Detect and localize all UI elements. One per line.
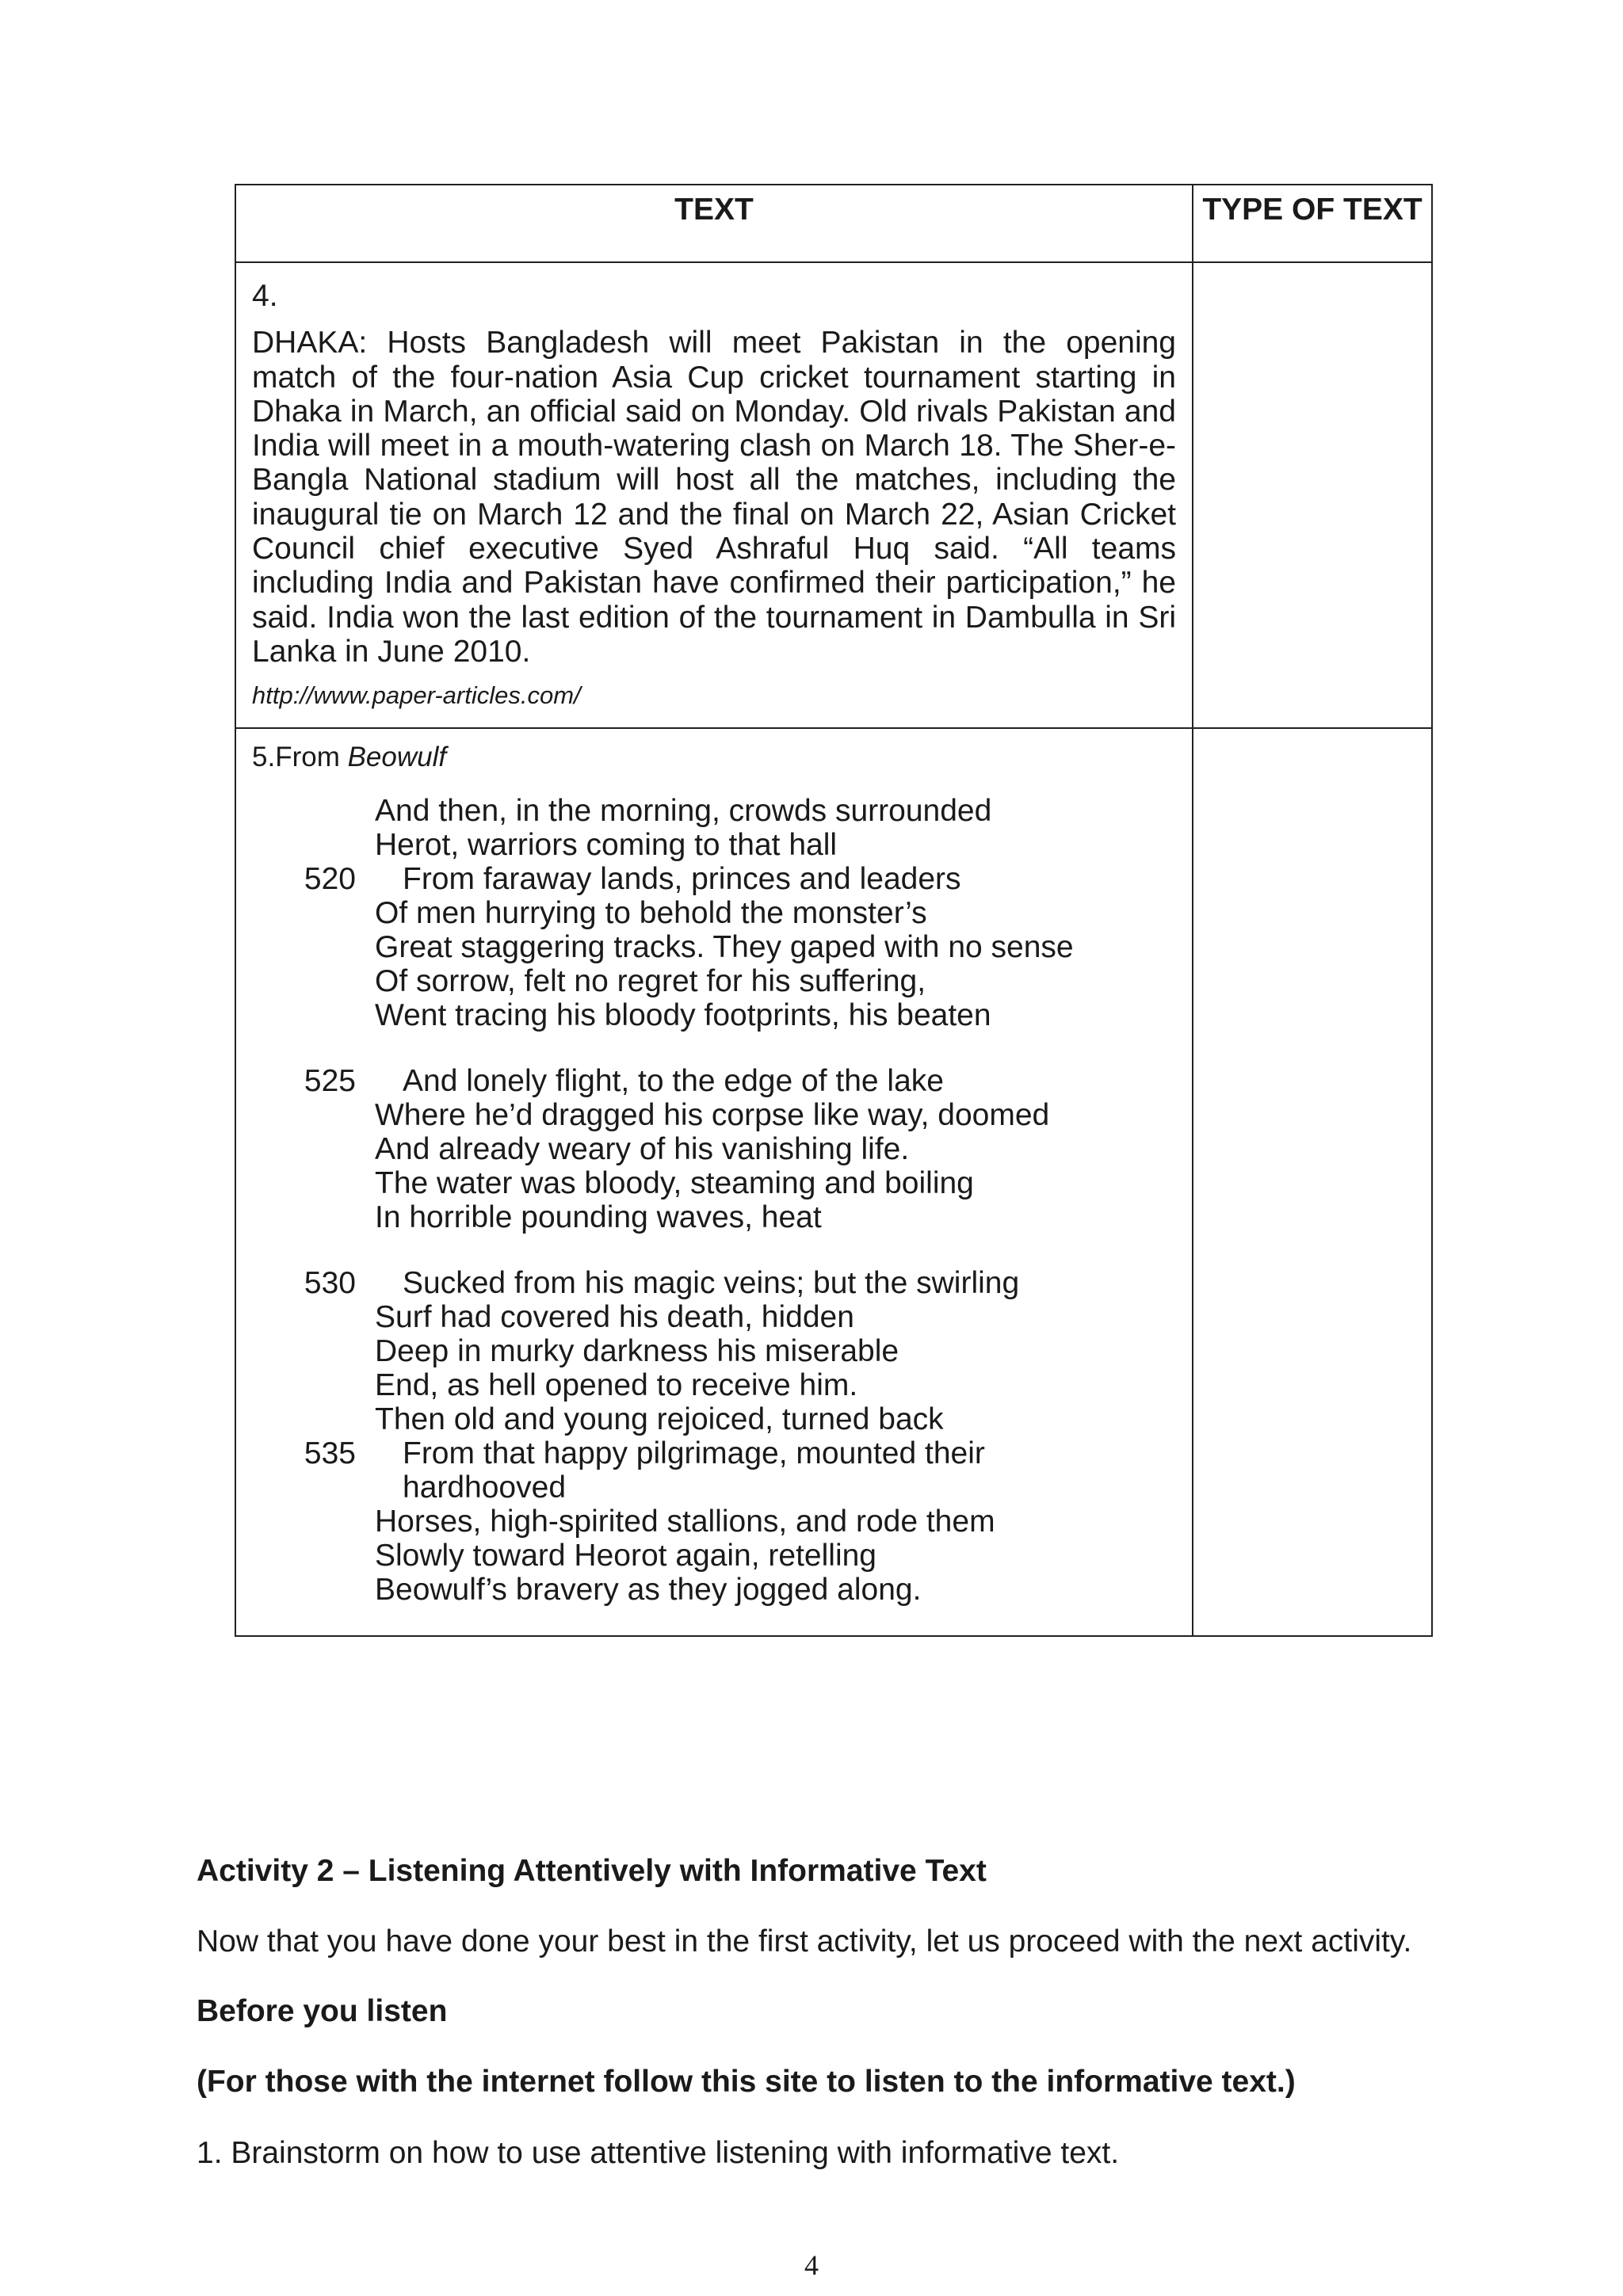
poem-line bbox=[252, 896, 1176, 930]
poem-line bbox=[252, 1300, 1176, 1334]
poem-line bbox=[252, 1368, 1176, 1402]
line-text: From that happy pilgrimage, mounted their bbox=[403, 1436, 985, 1470]
poem-line bbox=[252, 1470, 1176, 1505]
beowulf-excerpt bbox=[252, 794, 1176, 1638]
line-text: And then, in the morning, crowds surrounded bbox=[375, 794, 992, 828]
line-number bbox=[252, 964, 375, 998]
poem-line bbox=[252, 1098, 1176, 1132]
poem-line bbox=[252, 964, 1176, 998]
brainstorm-item: 1. Brainstorm on how to use attentive listening with informative text. bbox=[197, 2136, 1120, 2170]
poem-line bbox=[252, 930, 1176, 964]
header-row-divider bbox=[236, 261, 1431, 263]
poem-stanza bbox=[252, 794, 1176, 1032]
line-text: Of sorrow, felt no regret for his suffering, bbox=[375, 964, 926, 998]
line-text: Went tracing his bloody footprints, his beaten bbox=[375, 998, 991, 1032]
line-text: Slowly toward Heorot again, retelling bbox=[375, 1539, 876, 1573]
line-text: Horses, high-spirited stallions, and rode them bbox=[375, 1505, 995, 1539]
poem-line bbox=[252, 1266, 1176, 1300]
internet-note: (For those with the internet follow this site to listen to the informative text.) bbox=[197, 2065, 1296, 2099]
poem-line bbox=[252, 1334, 1176, 1368]
poem-line bbox=[252, 1064, 1176, 1098]
line-number bbox=[252, 794, 375, 828]
line-number: 535 bbox=[304, 1436, 356, 1470]
line-text: Surf had covered his death, hidden bbox=[375, 1300, 854, 1334]
news-article-paragraph: DHAKA: Hosts Bangladesh will meet Pakistan in the opening match of the four-nation Asia Cup cricket tournament starting in Dhaka in March, an official said on Monday. Old rivals Pakistan and India will meet in a mouth-watering clash on March 18. The Sher-e-Bangla National stadium will host all the matches, including the inaugural tie on March 12 and the final on March 22, Asian Cricket Council chief executive Syed Ashraful Huq said. “All teams including India and Pakistan have confirmed their participation,” he said. India won the last edition of the tournament in Dambulla in Sri Lanka in June 2010. bbox=[252, 326, 1176, 669]
poem-line bbox=[252, 1436, 1176, 1470]
line-text: Sucked from his magic veins; but the swirling bbox=[403, 1266, 1020, 1300]
line-number: 520 bbox=[304, 862, 356, 896]
page-number: 4 bbox=[804, 2249, 819, 2281]
line-text: Herot, warriors coming to that hall bbox=[375, 828, 838, 862]
line-number bbox=[252, 1470, 375, 1505]
line-number bbox=[252, 1539, 375, 1573]
line-text: In horrible pounding waves, heat bbox=[375, 1200, 822, 1234]
column-divider bbox=[1192, 185, 1193, 1635]
line-number bbox=[252, 1402, 375, 1436]
line-number: 525 bbox=[304, 1064, 356, 1098]
line-number bbox=[252, 1300, 375, 1334]
poem-line bbox=[252, 1200, 1176, 1234]
line-number bbox=[252, 1573, 375, 1607]
poem-stanza bbox=[252, 1064, 1176, 1234]
row-5-text-cell bbox=[252, 742, 1176, 1607]
line-number bbox=[252, 1132, 375, 1166]
poem-title: Beowulf bbox=[347, 742, 447, 772]
line-number bbox=[252, 1334, 375, 1368]
poem-line bbox=[252, 998, 1176, 1032]
line-text: The water was bloody, steaming and boiling bbox=[375, 1166, 974, 1200]
poem-line bbox=[252, 862, 1176, 896]
poem-caption-prefix: 5.From bbox=[252, 742, 348, 772]
poem-caption bbox=[252, 742, 1176, 773]
line-number bbox=[252, 896, 375, 930]
poem-line bbox=[252, 794, 1176, 828]
line-text: Then old and young rejoiced, turned back bbox=[375, 1402, 944, 1436]
poem-stanza bbox=[252, 1266, 1176, 1607]
line-text: And lonely flight, to the edge of the lake bbox=[403, 1064, 944, 1098]
line-text: And already weary of his vanishing life. bbox=[375, 1132, 910, 1166]
line-text: hardhooved bbox=[403, 1470, 567, 1505]
poem-line bbox=[252, 1132, 1176, 1166]
activity-2-heading: Activity 2 – Listening Attentively with Informative Text bbox=[197, 1854, 987, 1888]
line-number bbox=[252, 930, 375, 964]
poem-line bbox=[252, 1166, 1176, 1200]
line-number bbox=[252, 1505, 375, 1539]
line-text: Where he’d dragged his corpse like way, doomed bbox=[375, 1098, 1050, 1132]
activity-intro: Now that you have done your best in the first activity, let us proceed with the next activity. bbox=[197, 1924, 1412, 1958]
poem-line bbox=[252, 1505, 1176, 1539]
poem-line bbox=[252, 828, 1176, 862]
line-number bbox=[252, 1368, 375, 1402]
poem-line bbox=[252, 1539, 1176, 1573]
line-text: Deep in murky darkness his miserable bbox=[375, 1334, 899, 1368]
text-type-table bbox=[235, 184, 1433, 1637]
line-number bbox=[252, 1098, 375, 1132]
poem-line bbox=[252, 1402, 1176, 1436]
line-text: From faraway lands, princes and leaders bbox=[403, 862, 961, 896]
row-4-text-cell bbox=[252, 279, 1176, 711]
header-type-of-text: TYPE OF TEXT bbox=[1202, 193, 1423, 227]
line-number bbox=[252, 998, 375, 1032]
line-number bbox=[252, 1166, 375, 1200]
line-text: End, as hell opened to receive him. bbox=[375, 1368, 858, 1402]
line-text: Great staggering tracks. They gaped with no sense bbox=[375, 930, 1074, 964]
row-divider bbox=[236, 727, 1431, 729]
header-text: TEXT bbox=[674, 193, 754, 227]
poem-line bbox=[252, 1573, 1176, 1607]
line-text: Of men hurrying to behold the monster’s bbox=[375, 896, 927, 930]
line-number bbox=[252, 828, 375, 862]
article-source-link[interactable]: http://www.paper-articles.com/ bbox=[252, 681, 581, 710]
line-number: 530 bbox=[304, 1266, 356, 1300]
line-number bbox=[252, 1200, 375, 1234]
before-you-listen-heading: Before you listen bbox=[197, 1994, 448, 2028]
line-text: Beowulf’s bravery as they jogged along. bbox=[375, 1573, 922, 1607]
row-4-number: 4. bbox=[252, 279, 278, 313]
